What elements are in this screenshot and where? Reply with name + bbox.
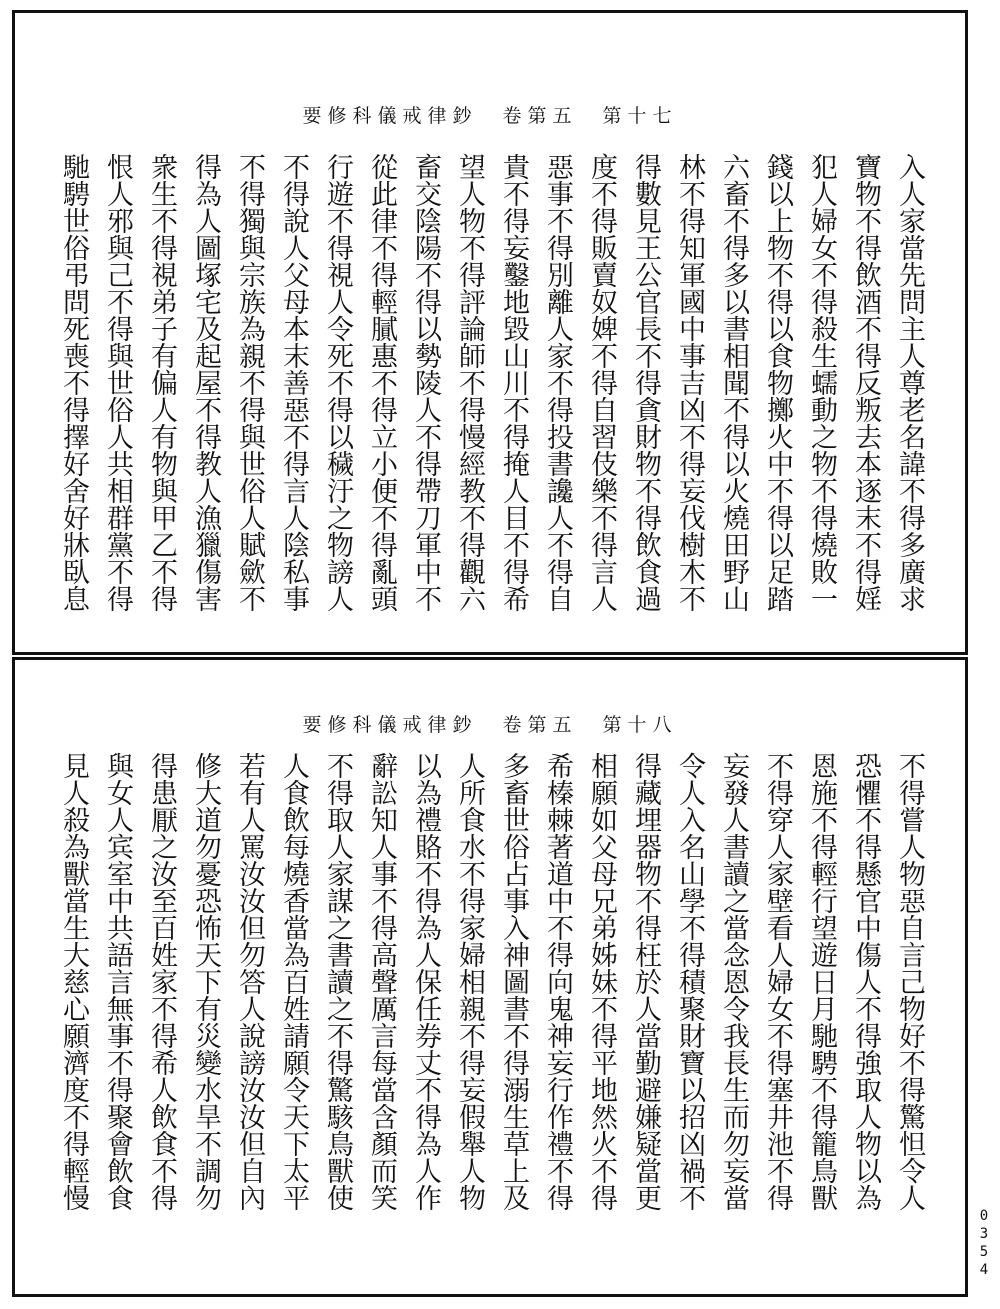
bottom-panel-header: 要修科儀戒律鈔 卷第五 第十八 xyxy=(302,714,678,736)
text-column: 恨人邪與己不得與世俗人共相群黨不得 xyxy=(102,153,133,612)
text-column: 得患厭之汝至百姓家不得希人飲食不得 xyxy=(146,752,177,1211)
text-column: 人所食水不得家婦相親不得妄假舉人物 xyxy=(454,752,485,1211)
text-column: 馳騁世俗弔問死喪不得擇好舍好牀臥息 xyxy=(58,153,89,612)
text-column: 惡事不得別離人家不得投書讒人不得自 xyxy=(542,153,573,612)
bottom-text-columns xyxy=(51,752,931,1282)
text-column: 令人入名山學不得積聚財寶以招凶禍不 xyxy=(674,752,705,1211)
text-column: 錢以上物不得以食物擲火中不得以足踏 xyxy=(762,153,793,612)
text-column: 得為人圖塚宅及起屋不得教人漁獵傷害 xyxy=(190,153,221,612)
top-panel-header: 要修科儀戒律鈔 卷第五 第十七 xyxy=(302,105,678,127)
bottom-panel xyxy=(12,657,968,1297)
text-column: 度不得販賣奴婢不得自習伎樂不得言人 xyxy=(586,153,617,612)
text-column: 人食飲每燒香當為百姓請願令天下太平 xyxy=(278,752,309,1211)
text-column: 恩施不得輕行望遊日月馳騁不得籠鳥獸 xyxy=(806,752,837,1211)
text-column: 修大道勿憂恐怖天下有災變水旱不調勿 xyxy=(190,752,221,1211)
text-column: 望人物不得評論師不得慢經教不得觀六 xyxy=(454,153,485,612)
text-column: 得數見王公官長不得貪財物不得飲食過 xyxy=(630,153,661,612)
text-column: 從此律不得輕膩惠不得立小便不得亂頭 xyxy=(366,153,397,612)
text-column: 六畜不得多以書相聞不得以火燒田野山 xyxy=(718,153,749,612)
text-column: 不得說人父母本末善惡不得言人陰私事 xyxy=(278,153,309,612)
text-column: 衆生不得視弟子有偏人有物與甲乙不得 xyxy=(146,153,177,612)
text-column: 犯人婦女不得殺生蠕動之物不得燒敗一 xyxy=(806,153,837,612)
text-column: 恐懼不得懸官中傷人不得強取人物以為 xyxy=(850,752,881,1211)
top-panel xyxy=(12,10,968,655)
text-column: 不得穿人家壁看人婦女不得塞井池不得 xyxy=(762,752,793,1211)
text-column: 得藏埋器物不得枉於人當勤避嫌疑當更 xyxy=(630,752,661,1211)
text-column: 辭訟知人事不得高聲厲言每當含顏而笑 xyxy=(366,752,397,1211)
text-column: 以為禮賂不得為人保任券丈不得為人作 xyxy=(410,752,441,1211)
text-column: 不得獨與宗族為親不得與世俗人賦歛不 xyxy=(234,153,265,612)
text-column: 希榛棘著道中不得向鬼神妄行作禮不得 xyxy=(542,752,573,1211)
text-column: 相願如父母兄弟姊妹不得平地然火不得 xyxy=(586,752,617,1211)
text-column: 畜交陰陽不得以勢陵人不得帶刀軍中不 xyxy=(410,153,441,612)
text-column: 林不得知軍國中事吉凶不得妄伐樹木不 xyxy=(674,153,705,612)
text-column: 不得嘗人物惡自言己物好不得驚怛令人 xyxy=(894,752,925,1211)
text-column: 見人殺為獸當生大慈心願濟度不得輕慢 xyxy=(58,752,89,1211)
text-column: 妄發人書讀之當念恩令我長生而勿妄當 xyxy=(718,752,749,1211)
text-column: 多畜世俗占事入神圖書不得溺生草上及 xyxy=(498,752,529,1211)
text-column: 若有人罵汝汝但勿答人說謗汝汝但自內 xyxy=(234,752,265,1211)
text-column: 入人家當先問主人尊老名諱不得多廣求 xyxy=(894,153,925,612)
text-column: 與女人宾室中共語言無事不得聚會飲食 xyxy=(102,752,133,1211)
text-column: 貴不得妄鑿地毀山川不得掩人目不得希 xyxy=(498,153,529,612)
top-text-columns xyxy=(51,153,931,634)
page-number: 0354 xyxy=(976,1208,992,1280)
text-column: 寶物不得飲酒不得反叛去本逐末不得婬 xyxy=(850,153,881,612)
text-column: 行遊不得視人令死不得以穢汙之物謗人 xyxy=(322,153,353,612)
text-column: 不得取人家謀之書讀之不得驚駭鳥獸使 xyxy=(322,752,353,1211)
